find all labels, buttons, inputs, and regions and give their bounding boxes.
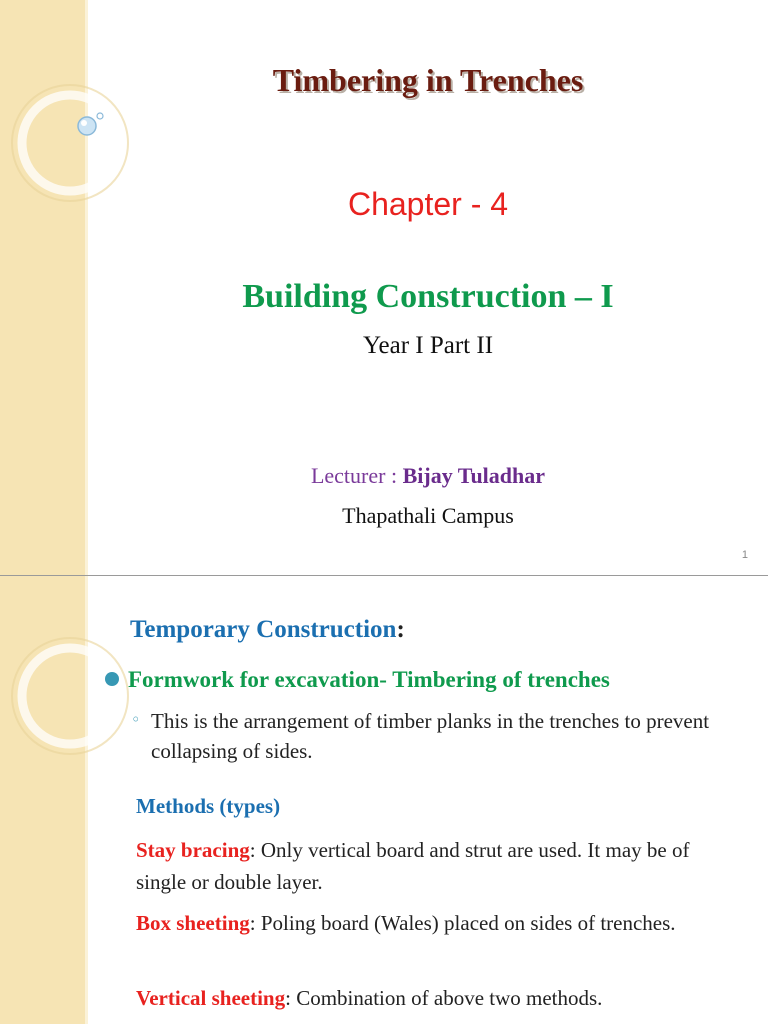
sub-bullet-circle-icon: ◦ [131, 710, 141, 729]
section-heading [130, 616, 405, 644]
method-vertical-sheeting [136, 982, 736, 1014]
slide-title: Timbering in Trenches [272, 62, 584, 98]
bullet-dot-icon [105, 672, 119, 686]
method-term: Box sheeting [136, 911, 250, 935]
course-title: Building Construction – I [242, 278, 614, 315]
method-description: : Combination of above two methods. [285, 986, 603, 1010]
lecturer-line [88, 463, 768, 489]
chapter-label: Chapter - 4 [347, 186, 509, 222]
year-part: Year I Part II [362, 332, 494, 359]
heading-colon: : [396, 616, 405, 643]
method-term: Vertical sheeting [136, 986, 286, 1010]
decorative-circles-icon [0, 576, 140, 776]
lecturer-label: Lecturer : [310, 463, 403, 488]
bullet-formwork: Formwork for excavation- Timbering of trenches [128, 667, 610, 692]
campus-name: Thapathali Campus [342, 503, 514, 528]
sub-bullet-text: This is the arrangement of timber planks in the trenches to prevent collapsing of sides. [151, 709, 710, 763]
lecturer-name: Bijay Tuladhar [402, 463, 546, 488]
method-box-sheeting [136, 907, 736, 939]
method-stay-bracing [136, 834, 736, 898]
heading-text: Temporary Construction [130, 616, 397, 643]
method-term: Stay bracing [136, 838, 250, 862]
method-description: : Poling board (Wales) placed on sides of trenches. [249, 911, 676, 935]
page-number: 1 [741, 549, 748, 561]
methods-title: Methods (types) [136, 794, 281, 818]
method-description: : Only vertical board and strut are used. It may be of single or double layer. [136, 838, 690, 894]
